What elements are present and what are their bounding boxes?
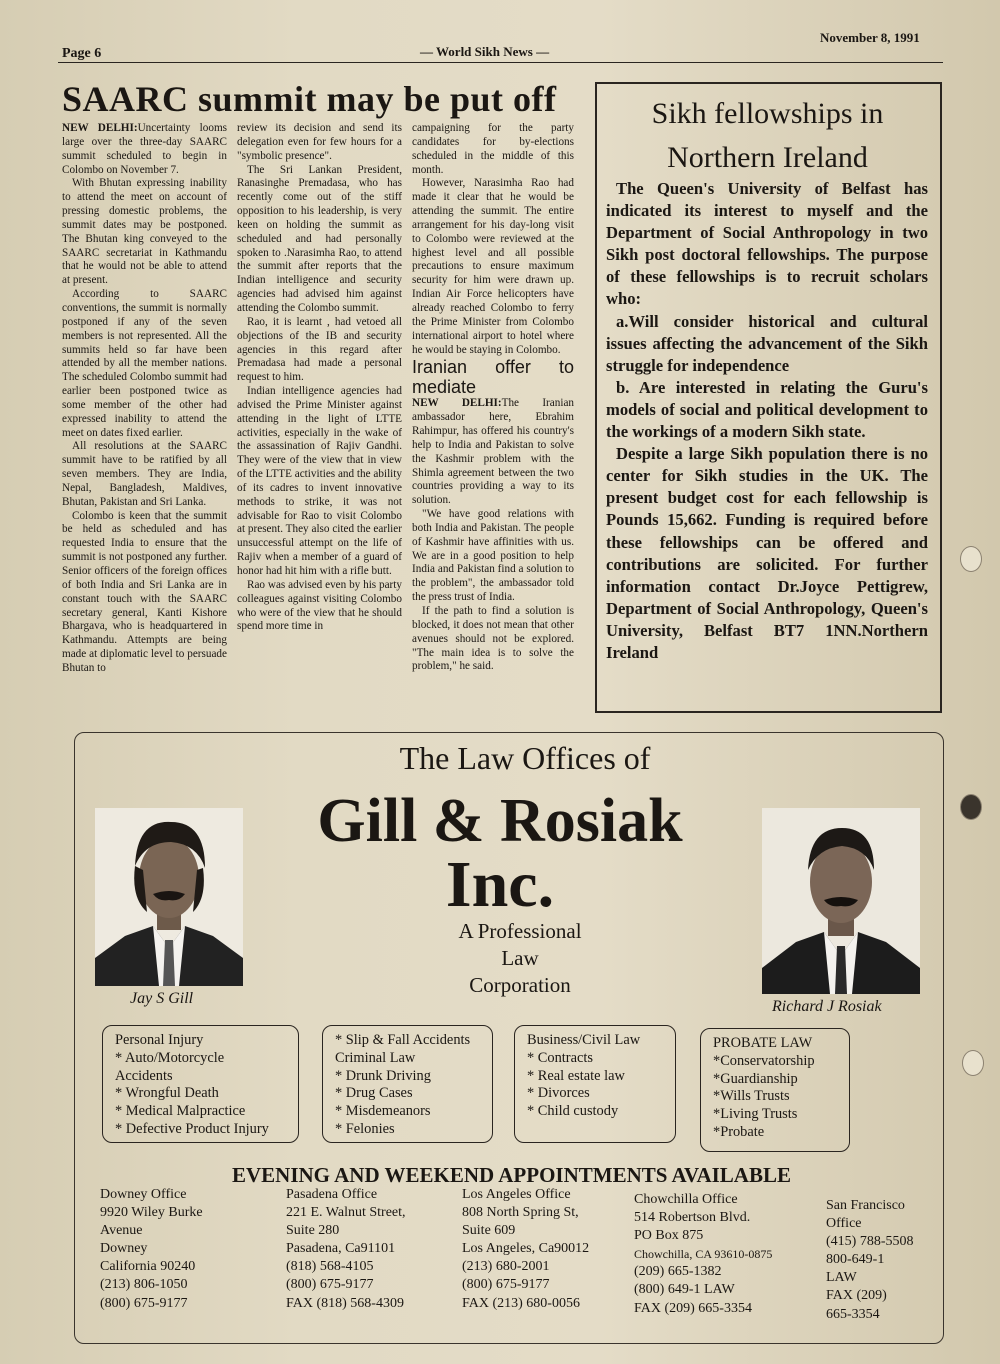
article-paragraph: Rao, it is learnt , had vetoed all objections of the IB and security agencies in this regard after Premadasa had made a personal request to him.	[237, 315, 402, 384]
fellowship-paragraph: The Queen's University of Belfast has indicated its interest to myself and the Department of Social Anthropology in two Sikh post doctoral fellowships. The purpose of these fellowships is to recruit scholars who:	[606, 179, 928, 309]
page-number: Page 6	[62, 46, 102, 61]
fellowship-paragraph: a.Will consider historical and cultural issues affecting the advancement of the Sikh struggle for independence	[606, 311, 928, 375]
ad-intro: The Law Offices of	[399, 740, 651, 776]
article-paragraph: Rao was advised even by his party colleagues against visiting Colombo who were of the view that he should spend more time in	[237, 578, 402, 633]
firm-name-suffix: Inc.	[445, 848, 555, 921]
firm-type: A Professional Law Corporation	[458, 919, 582, 997]
binder-hole	[960, 794, 982, 820]
article-paragraph: If the path to find a solution is blocked, it does not mean that other avenues should not be explored. "The main idea is to solve the problem," he said.	[412, 605, 574, 673]
portrait-right-image	[762, 808, 920, 994]
article-paragraph: NEW DELHI:Uncertainty looms large over the three-day SAARC summit scheduled to begin in Colombo on November 7.	[62, 122, 227, 176]
binder-hole	[962, 1050, 984, 1076]
article-paragraph: However, Narasimha Rao had made it clear that he would be attending the summit. The entire arrangement for his day-long visit to Colombo were reviewed at the highest level and all possible precautions to ensure maximum security for him were drawn up. Indian Air Force helicopters have already reached Colombo to ferry the Prime Minister from Colombo international airport to hotel where he would be staying in Colombo.	[412, 177, 574, 356]
article-column-1	[62, 122, 227, 676]
binder-hole	[960, 546, 982, 572]
portrait-photo-left	[95, 808, 243, 986]
office-san-francisco: San Francisco Office (415) 788-5508 800-649-1 LAW FAX (209) 665-3354	[826, 1198, 914, 1322]
portrait-left-image	[95, 808, 243, 986]
firm-name: Gill & Rosiak	[317, 787, 683, 855]
appointments-banner: EVENING AND WEEKEND APPOINTMENTS AVAILABLE	[232, 1163, 791, 1187]
dateline: NEW DELHI:	[412, 397, 502, 410]
article-paragraph: All resolutions at the SAARC summit have to be ratified by all seven members. They are India, Nepal, Bangladesh, Maldives, Bhutan, Pakistan and Sri Lanka.	[62, 440, 227, 508]
caption-left: Jay S Gill	[130, 990, 194, 1007]
article-paragraph: With Bhutan expressing inability to attend the meet on account of pressing domestic problems, the summit dates may be postponed. The Bhutan king conveyed to the SAARC secretariat in Kathmandu that he would not be able to attend at present.	[62, 177, 227, 287]
article-paragraph: Indian intelligence agencies had advised the Prime Minister against attending in the light of LTTE activities, especially in the wake of the assassination of Rajiv Gandhi. They were of the view that in view of the LTTE activities and the ability of its cadres to invent innovative methods to strike, it was not advisable for Rao to visit Colombo at present. They also cited the earlier unsuccessful attempt on the life of Rajiv when a member of a guard of honor had hit him with a rifle butt.	[237, 385, 402, 577]
article-column-2	[237, 122, 402, 634]
article-paragraph: review its decision and send its delegation even for few hours for a "symbolic presence".	[237, 122, 402, 162]
article-paragraph: Colombo is keen that the summit be held as scheduled and has requested India to ensure that the summit is not postponed any further. Senior officers of the foreign offices of both India and Sri Lanka are in constant touch with the SAARC secretary general, Kanti Kishore Bhargava, who is headquartered in Kathmandu. Attempts are being made at diplomatic level to persuade Bhutan to	[62, 509, 227, 674]
caption-right: Richard J Rosiak	[772, 998, 882, 1015]
practice-box-personal-injury: Personal Injury * Auto/Motorcycle Accidents * Wrongful Death * Medical Malpractice * Defective Product Injury	[102, 1025, 299, 1143]
fellowship-body	[606, 178, 928, 664]
practice-box-criminal-law: * Slip & Fall Accidents Criminal Law * Drunk Driving * Drug Cases * Misdemeanors * Felonies	[322, 1025, 493, 1143]
practice-box-business-law: Business/Civil Law * Contracts * Real estate law * Divorces * Child custody	[514, 1025, 676, 1143]
sub-headline: Iranian offer to mediate	[412, 357, 574, 398]
header-rule	[58, 62, 943, 63]
office-chowchilla: Chowchilla Office 514 Robertson Blvd. PO Box 875 Chowchilla, CA 93610-0875 (209) 665-1382 (800) 649-1 LAW FAX (209) 665-3354	[634, 1192, 773, 1316]
article-paragraph: "We have good relations with both India and Pakistan. The people of Kashmir have affinities with us. We are in a good position to help India and Pakistan find a solution to the problem", the ambassador told the press trust of India.	[412, 508, 574, 604]
issue-date: November 8, 1991	[820, 30, 920, 45]
article-headline: SAARC summit may be put off	[62, 79, 557, 119]
paper-name: — World Sikh News —	[420, 44, 550, 59]
office-pasadena: Pasadena Office 221 E. Walnut Street, Suite 280 Pasadena, Ca91101 (818) 568-4105 (800) 675-9177 FAX (818) 568-4309	[286, 1187, 406, 1311]
fellowship-title: Sikh fellowships in Northern Ireland	[651, 97, 884, 174]
article-column-3	[412, 122, 574, 674]
portrait-photo-right	[762, 808, 920, 994]
office-downey: Downey Office 9920 Wiley Burke Avenue Downey California 90240 (213) 806-1050 (800) 675-9177	[100, 1187, 203, 1311]
dateline: NEW DELHI:	[62, 122, 138, 134]
fellowship-paragraph: Despite a large Sikh population there is no center for Sikh studies in the UK. The present budget cost for each fellowship is Pounds 15,662. Funding is required before these fellowships can be offered and contributions are solicited. For further information contact Dr.Joyce Pettigrew, Department of Social Anthropology, Queen's University, Belfast BT7 1NN.Northern Ireland	[606, 444, 928, 662]
article-paragraph: NEW DELHI:The Iranian ambassador here, Ebrahim Rahimpur, has offered his country's help to India and Pakistan to solve the Kashmir problem with the Shimla agreement between the two countries providing a way to its solution.	[412, 397, 575, 507]
fellowship-paragraph: b. Are interested in relating the Guru's models of social and political development to the workings of a modern Sikh state.	[606, 377, 928, 442]
article-paragraph: campaigning for the party candidates for by-elections scheduled in the middle of this month.	[412, 122, 574, 176]
office-los-angeles: Los Angeles Office 808 North Spring St, Suite 609 Los Angeles, Ca90012 (213) 680-2001 (800) 675-9177 FAX (213) 680-0056	[462, 1187, 590, 1311]
article-paragraph: The Sri Lankan President, Ranasinghe Premadasa, who has recently come out of the stiff opposition to his leadership, is very keen on holding the summit as scheduled and had personally spoken to .Narasimha Rao, to attend the summit after reports that the Indian intelligence and security agencies had advised him against attending the Colombo summit.	[237, 163, 402, 314]
practice-box-probate-law: PROBATE LAW *Conservatorship *Guardianship *Wills Trusts *Living Trusts *Probate	[700, 1028, 850, 1152]
article-paragraph: According to SAARC conventions, the summit is normally postponed if any of the seven members is not represented. All the summits held so far have been attended by all the member nations. The scheduled Colombo summit had earlier been postponed twice as some member of the other had expressed inability to attend the meet on dates fixed earlier.	[62, 288, 227, 439]
